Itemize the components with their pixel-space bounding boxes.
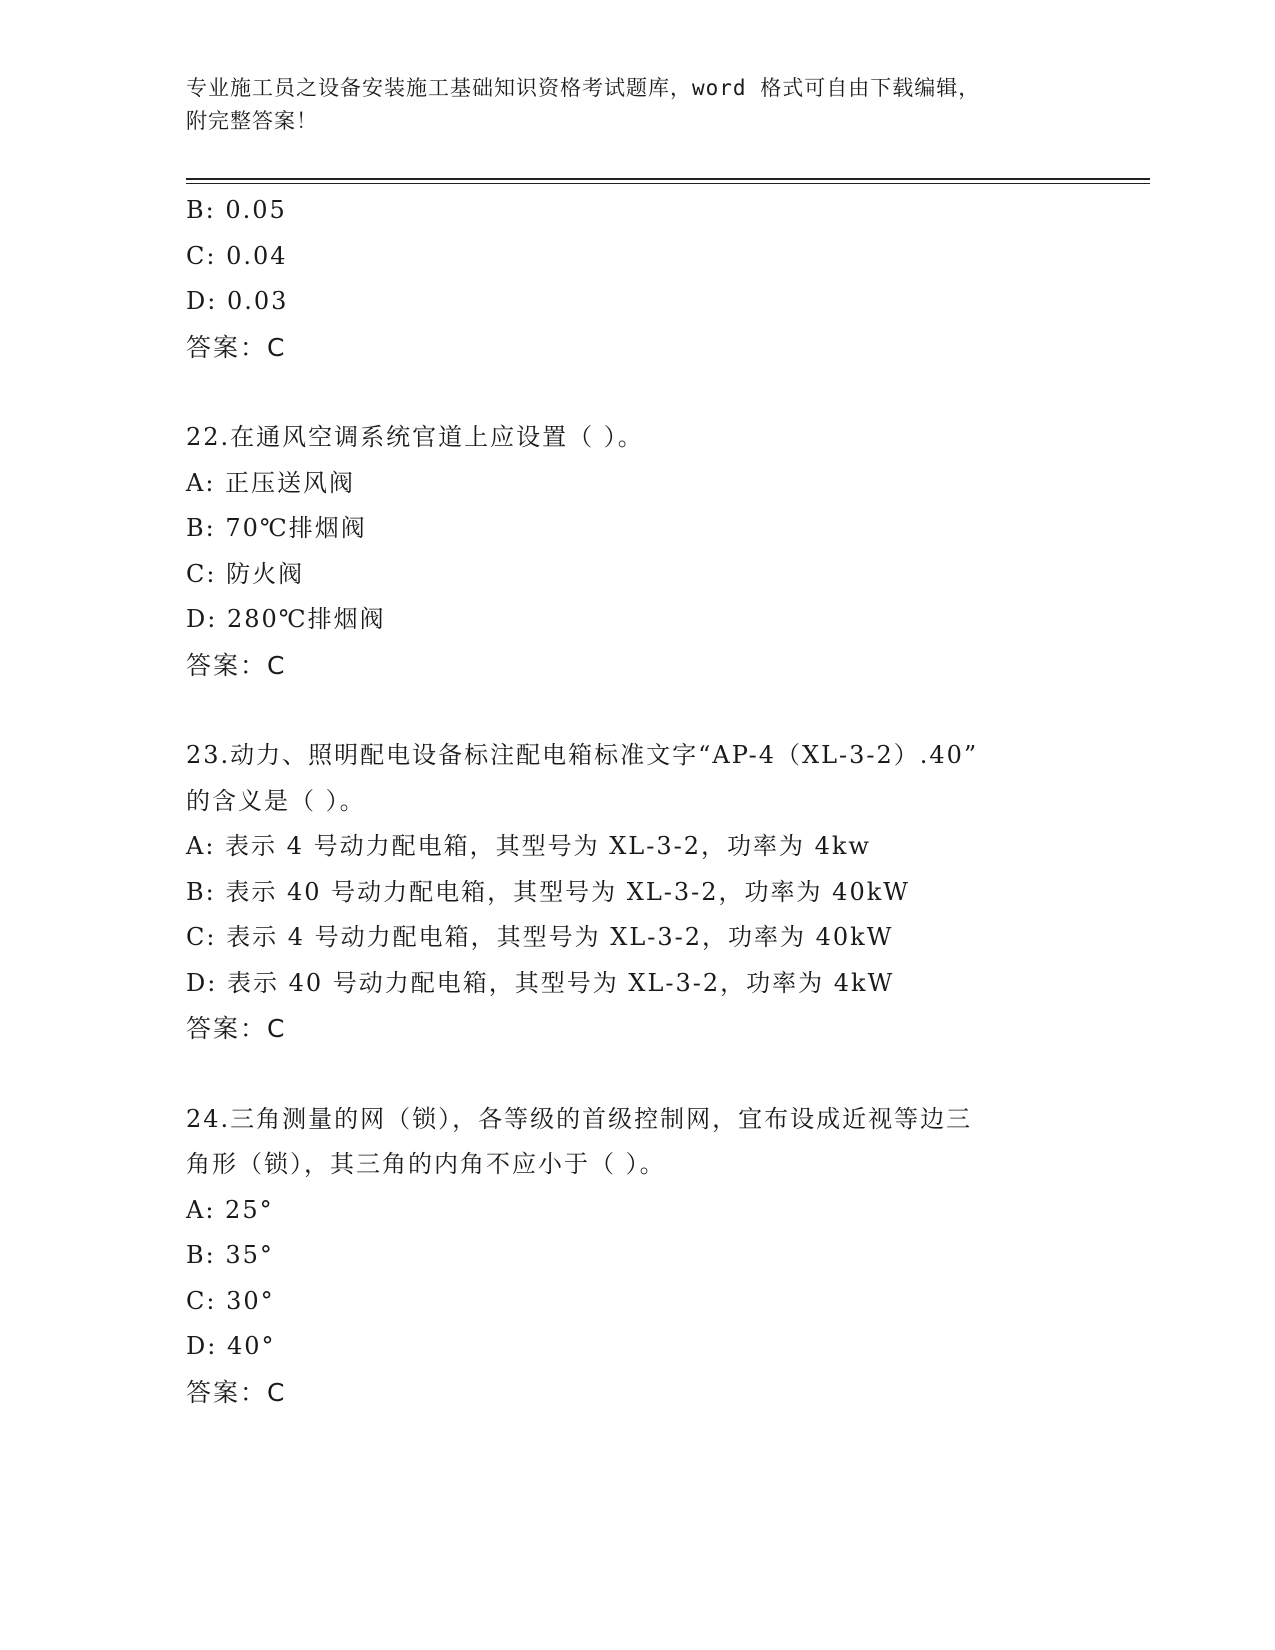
answer-option: A: 25°: [186, 1195, 274, 1224]
question-block: [186, 415, 1086, 688]
answer-key: 答案：C: [186, 650, 287, 680]
question-text: 角形（锁），其三角的内角不应小于（ ）。: [186, 1150, 666, 1178]
answer-key: 答案：C: [186, 332, 287, 362]
answer-option: D: 0.03: [186, 287, 289, 315]
answer-key: 答案：C: [186, 1014, 287, 1043]
header-divider-thick: [186, 178, 1150, 180]
answer-option: A: 表示 4 号动力配电箱，其型号为 XL-3-2，功率为 4kw: [186, 832, 871, 860]
header-line-2: 附完整答案！: [186, 109, 318, 133]
question-block: [186, 1097, 1086, 1416]
question-block: [186, 188, 1086, 370]
answer-option: C: 防火阀: [186, 559, 305, 588]
header-line-1: 专业施工员之设备安装施工基础知识资格考试题库，word 格式可自由下载编辑，: [186, 76, 981, 100]
answer-option: A: 正压送风阀: [186, 468, 356, 497]
question-text: 22.在通风空调系统官道上应设置（ ）。: [186, 423, 644, 451]
answer-option: B: 表示 40 号动力配电箱，其型号为 XL-3-2，功率为 40kW: [186, 877, 910, 906]
answer-option: D: 280℃排烟阀: [186, 605, 386, 633]
document-header: [186, 72, 1086, 138]
answer-option: B: 0.05: [186, 196, 287, 224]
question-block: [186, 733, 1086, 1052]
answer-option: B: 70℃排烟阀: [186, 514, 367, 542]
answer-option: C: 表示 4 号动力配电箱，其型号为 XL-3-2，功率为 40kW: [186, 923, 894, 951]
answer-option: C: 30°: [186, 1286, 275, 1315]
answer-option: B: 35°: [186, 1241, 274, 1269]
answer-option: D: 40°: [186, 1332, 276, 1360]
question-text: 24.三角测量的网（锁），各等级的首级控制网，宜布设成近视等边三: [186, 1104, 973, 1133]
answer-option: D: 表示 40 号动力配电箱，其型号为 XL-3-2，功率为 4kW: [186, 968, 895, 997]
answer-option: C: 0.04: [186, 241, 288, 270]
question-text: 23.动力、照明配电设备标注配电箱标准文字“AP-4（XL-3-2）.40”: [186, 741, 979, 769]
question-text: 的含义是（ ）。: [186, 786, 366, 815]
header-divider-thin: [186, 183, 1150, 184]
answer-key: 答案：C: [186, 1377, 287, 1407]
question-list: [186, 188, 1086, 1415]
